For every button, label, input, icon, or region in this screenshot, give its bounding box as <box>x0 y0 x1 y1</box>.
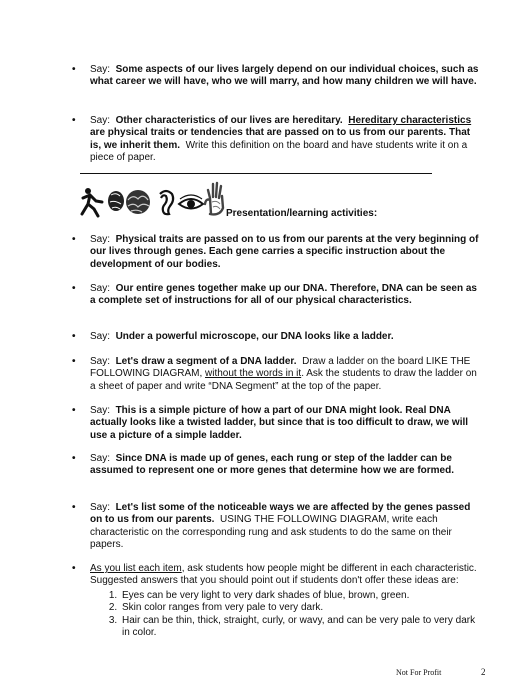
say-label: Say: <box>90 502 111 513</box>
say-label: Say: <box>90 64 111 75</box>
section-divider <box>80 173 432 174</box>
eye-icon <box>179 195 203 209</box>
bullet: • <box>72 331 76 342</box>
list-item <box>72 405 480 442</box>
bullet: • <box>72 563 76 574</box>
bullet: • <box>72 356 76 367</box>
instruction-text: Draw a ladder on the board LIKE THE FOLLOWING DIAGRAM, <box>90 356 471 380</box>
bullet: • <box>72 502 76 513</box>
list-item <box>72 64 480 89</box>
footer-note: Not For Profit <box>396 668 442 677</box>
hand-icon <box>205 183 223 214</box>
runner-icon <box>82 188 102 216</box>
list-item <box>72 563 480 639</box>
bullet: • <box>72 405 76 416</box>
say-label: Say: <box>90 453 111 464</box>
hereditary-term: Hereditary characteristics <box>348 115 472 126</box>
instruction-text: , ask students how people might be different in each characteristic. Suggested answers that you should point out if students don't offer these ideas are: <box>90 563 477 587</box>
say-label: Say: <box>90 356 111 367</box>
bullet: • <box>72 283 76 294</box>
bold-text: Let's draw a segment of a DNA ladder. <box>115 356 297 367</box>
brain-icon <box>108 190 150 214</box>
say-label: Say: <box>90 283 111 294</box>
say-label: Say: <box>90 405 111 416</box>
say-label: Say: <box>90 331 111 342</box>
learning-icons <box>80 180 230 218</box>
section-heading: Presentation/learning activities: <box>226 208 378 219</box>
list-item <box>72 115 480 165</box>
suggested-answers-list <box>90 590 480 640</box>
numbered-item: 3. Hair can be thin, thick, straight, curly, or wavy, and can be very pale to very dark in color. <box>120 615 480 640</box>
underlined-text: As you list each item <box>90 563 182 574</box>
list-item <box>72 453 480 478</box>
bold-text: Physical traits are passed on to us from our parents at the very beginning of our lives through genes. Each gene carries a specific instruction about the development of our bodies. <box>90 234 479 270</box>
instruction-text: . Ask the students to draw the ladder on a sheet of paper and write “DNA Segment” at the top of the paper. <box>90 368 477 392</box>
bold-text: This is a simple picture of how a part of our DNA might look. Real DNA actually looks like a twisted ladder, but since that is too difficult to draw, we will use a picture of a simple ladder. <box>90 405 469 441</box>
bold-text: Under a powerful microscope, our DNA looks like a ladder. <box>115 331 394 342</box>
numbered-item: 2. Skin color ranges from very pale to very dark. <box>120 602 480 614</box>
list-item <box>72 502 480 552</box>
underlined-text: without the words in it <box>205 368 302 380</box>
bullet: • <box>72 234 76 245</box>
bold-text: Our entire genes together make up our DNA. Therefore, DNA can be seen as a complete set of instructions for all of our physical characteristics. <box>90 283 477 307</box>
ear-icon <box>160 191 173 214</box>
bullet: • <box>72 453 76 464</box>
bullet: • <box>72 115 76 126</box>
bold-text: Let's list some of the noticeable ways we are affected by the genes passed on to us from our parents. <box>90 502 471 526</box>
numbered-item: 1. Eyes can be very light to very dark shades of blue, brown, green. <box>120 590 480 602</box>
bold-text: Other characteristics of our lives are hereditary. <box>115 115 343 126</box>
say-label: Say: <box>90 234 111 245</box>
say-label: Say: <box>90 115 111 126</box>
bold-text: are physical traits or tendencies that are passed on to us from our parents. That is, we inherit them. <box>90 127 471 151</box>
instruction-text: USING THE FOLLOWING DIAGRAM, write each characteristic on the corresponding rung and ask students to do the same on their papers. <box>90 514 452 551</box>
page-number: 2 <box>481 667 486 677</box>
list-item <box>72 356 480 393</box>
bullet: • <box>72 64 76 75</box>
list-item <box>72 331 480 343</box>
list-item <box>72 234 480 271</box>
bold-text: Some aspects of our lives largely depend on our individual choices, such as what career we will have, who we will marry, and how many children we will have. <box>90 64 479 88</box>
list-item <box>72 283 480 308</box>
instruction-text: Write this definition on the board and have students write it on a piece of paper. <box>90 139 468 164</box>
bold-text: Since DNA is made up of genes, each rung or step of the ladder can be assumed to represent one or more genes that determine how we are formed. <box>90 453 454 477</box>
